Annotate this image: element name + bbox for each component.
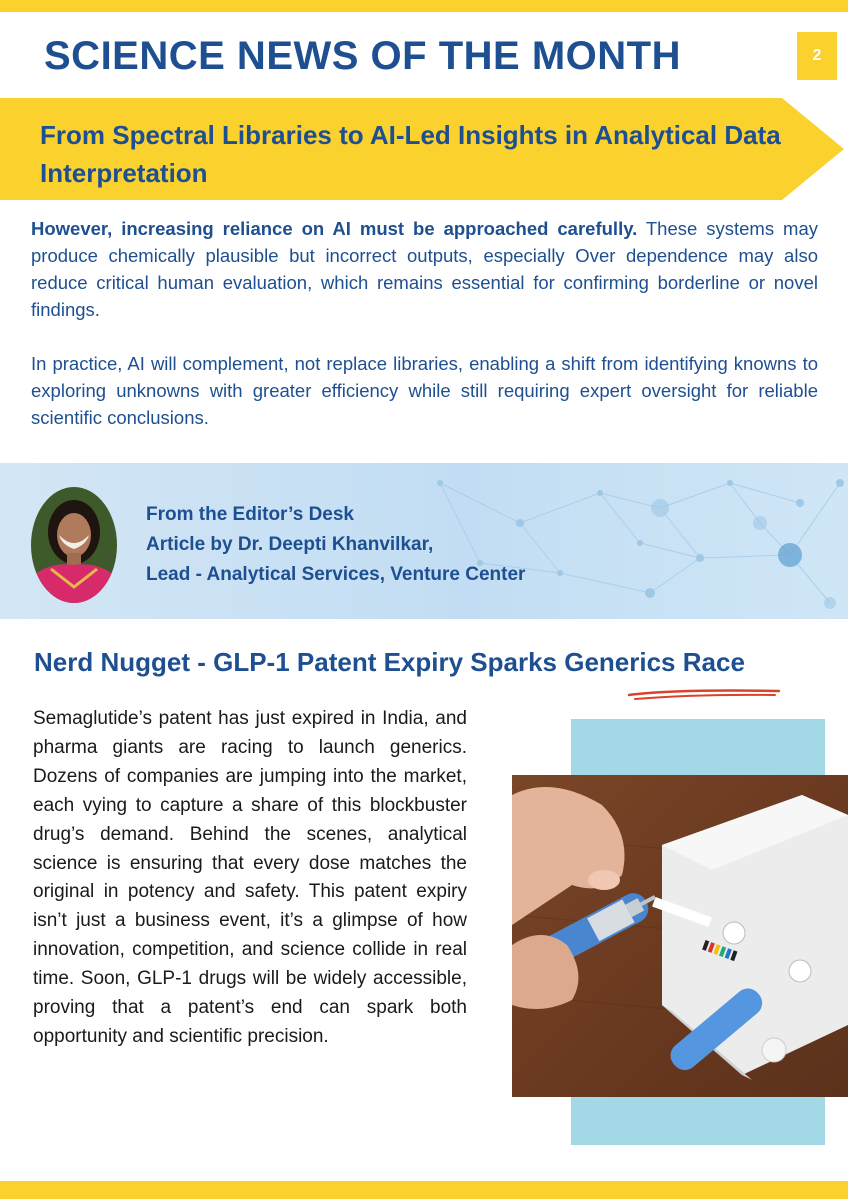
page-number-badge: 2 xyxy=(797,32,837,80)
editor-desk-label: From the Editor’s Desk xyxy=(146,504,354,525)
intro-bold-lead: However, increasing reliance on AI must be approached carefully. xyxy=(31,218,638,239)
top-accent-bar xyxy=(0,0,848,12)
nugget-title: Nerd Nugget - GLP-1 Patent Expiry Sparks Generics Race xyxy=(34,647,745,677)
editor-byline xyxy=(146,500,525,590)
bottom-accent-bar xyxy=(0,1181,848,1199)
page-title: SCIENCE NEWS OF THE MONTH xyxy=(44,34,681,78)
editor-role: Lead - Analytical Services, Venture Center xyxy=(146,564,526,585)
nugget-body: Semaglutide’s patent has just expired in India, and pharma giants are racing to launch generics. Dozens of companies are jumping into the market, each vying to capture a share of this blockbuster drug’s demand. Behind the scenes, analytical science is ensuring that every dose matches the original in potency and safety. This patent expiry isn’t just a business event, it’s a glimpse of how innovation, competition, and science collide in real time. Soon, GLP-1 drugs will be widely accessible, proving that a patent’s end can spark both opportunity and scientific precision. xyxy=(33,708,467,1047)
intro-section xyxy=(31,215,818,458)
banner-title: From Spectral Libraries to AI-Led Insights in Analytical Data Interpretation xyxy=(40,120,781,188)
underline-decoration xyxy=(625,686,785,702)
intro-paragraph-1-text: These systems may produce chemically plausible but incorrect outputs, especially Over dependence may also reduce critical human evaluation, which remains essential for confirming borderline or novel findings. xyxy=(31,218,818,320)
intro-paragraph-1 xyxy=(31,215,818,323)
editor-avatar xyxy=(31,487,117,603)
intro-paragraph-2: In practice, AI will complement, not replace libraries, enabling a shift from identifying knowns to exploring unknowns with greater efficiency while still requiring expert oversight for reliable scientific conclusions. xyxy=(31,353,818,428)
editor-author: Article by Dr. Deepti Khanvilkar, xyxy=(146,534,434,555)
injection-pen-photo xyxy=(512,775,848,1097)
